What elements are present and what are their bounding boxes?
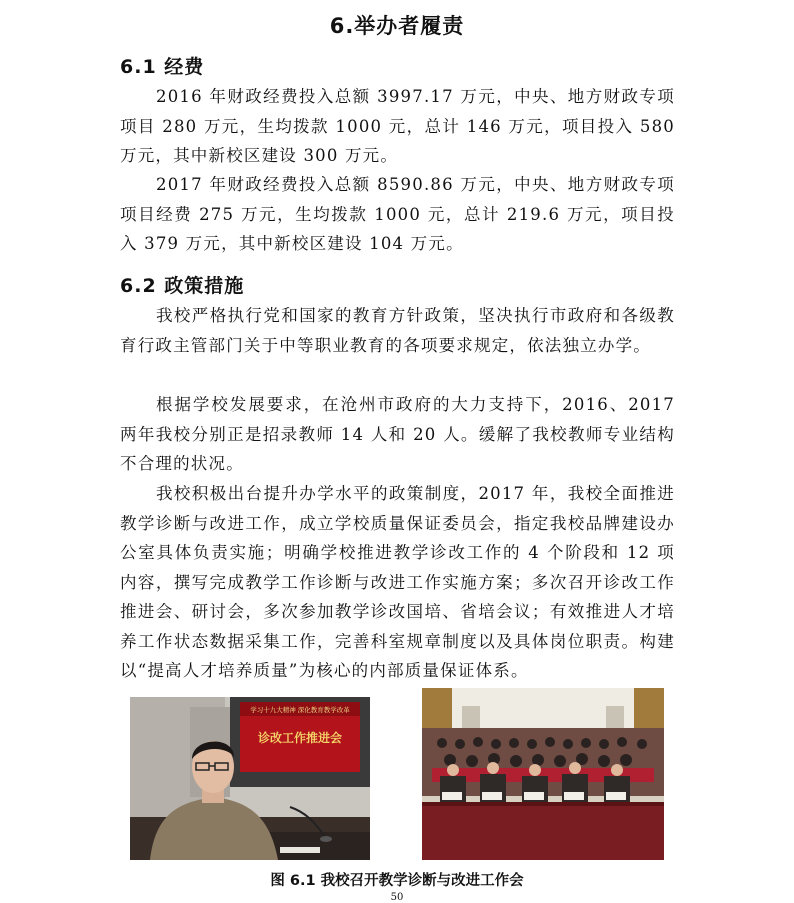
page-number: 50 [390,892,404,903]
section-title: 6.举办者履责 [329,14,465,38]
paragraph-policy-3: 我校积极出台提升办学水平的政策制度，2017 年，我校全面推进教学诊断与改进工作，成立学校质量保证委员会，指定我校品牌建设办公室具体负责实施；明确学校推进教学诊改工作的 4 个阶段和 12 项内容，撰写完成教学工作诊断与改进工作实施方案；多次召开诊改工作推进会、研讨会，多次参加教学诊改国培、省培会议；有效推进人才培养工作状态数据采集工作，完善科室规章制度以及具体岗位职责。构建以“提高人才培养质量”为核心的内部质量保证体系。 [120,484,675,680]
heading-policy: 6.2 政策措施 [120,275,245,297]
paragraph-funding-2017: 2017 年财政经费投入总额 8590.86 万元，中央、地方财政专项项目经费 275 万元，生均拨款 1000 元，总计 219.6 万元，项目投入 379 万元，其中新校区建设 104 万元。 [120,175,675,253]
photo-speaker-illustration [130,697,370,860]
photo-speaker [130,697,370,860]
figure-caption: 图 6.1 我校召开教学诊断与改进工作会 [270,873,524,889]
heading-funding: 6.1 经费 [120,56,205,78]
photo-meeting-hall-illustration [422,688,664,860]
screen-title: 诊改工作推进会 [257,731,343,745]
photo-meeting-hall [422,688,664,860]
paragraph-policy-1: 我校严格执行党和国家的教育方针政策，坚决执行市政府和各级教育行政主管部门关于中等职业教育的各项要求规定，依法独立办学。 [120,306,675,355]
paragraph-funding-2016: 2016 年财政经费投入总额 3997.17 万元，中央、地方财政专项项目 280 万元，生均拨款 1000 元，总计 146 万元，项目投入 580 万元，其中新校区建设 300 万元。 [120,87,675,165]
paragraph-policy-2: 根据学校发展要求，在沧州市政府的大力支持下，2016、2017 两年我校分别正是招录教师 14 人和 20 人。缓解了我校教师专业结构不合理的状况。 [120,395,675,473]
screen-subtitle: 学习十九大精神 深化教育教学改革 [250,706,350,714]
